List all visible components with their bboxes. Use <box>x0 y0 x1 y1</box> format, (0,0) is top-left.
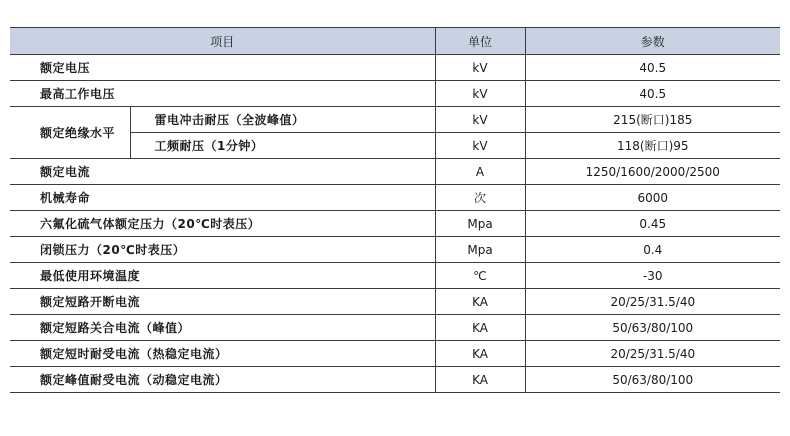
row-unit: kV <box>435 133 525 159</box>
row-item: 额定电流 <box>10 159 435 185</box>
row-item: 额定短路开断电流 <box>10 289 435 315</box>
table-row <box>10 315 780 341</box>
row-value: 40.5 <box>525 81 780 107</box>
row-unit: Mpa <box>435 237 525 263</box>
row-unit: KA <box>435 367 525 393</box>
row-unit: KA <box>435 289 525 315</box>
table-row <box>10 237 780 263</box>
table-row <box>10 263 780 289</box>
row-value: -30 <box>525 263 780 289</box>
table-row <box>10 289 780 315</box>
row-value: 50/63/80/100 <box>525 315 780 341</box>
row-unit: Mpa <box>435 211 525 237</box>
row-item: 最低使用环境温度 <box>10 263 435 289</box>
table-row <box>10 107 780 133</box>
table-header-row <box>10 28 780 55</box>
row-item: 额定峰值耐受电流（动稳定电流） <box>10 367 435 393</box>
row-unit: kV <box>435 107 525 133</box>
row-value: 20/25/31.5/40 <box>525 341 780 367</box>
row-unit: KA <box>435 315 525 341</box>
row-value: 20/25/31.5/40 <box>525 289 780 315</box>
row-item: 机械寿命 <box>10 185 435 211</box>
row-value: 0.4 <box>525 237 780 263</box>
table-row <box>10 367 780 393</box>
row-item: 额定短时耐受电流（热稳定电流） <box>10 341 435 367</box>
row-unit: kV <box>435 81 525 107</box>
table-row <box>10 185 780 211</box>
row-unit: KA <box>435 341 525 367</box>
row-value: 6000 <box>525 185 780 211</box>
row-unit: 次 <box>435 185 525 211</box>
row-value: 215(断口)185 <box>525 107 780 133</box>
row-subitem: 雷电冲击耐压（全波峰值） <box>130 107 435 133</box>
row-value: 0.45 <box>525 211 780 237</box>
row-unit: ℃ <box>435 263 525 289</box>
header-unit: 单位 <box>435 28 525 55</box>
header-param: 参数 <box>525 28 780 55</box>
row-unit: A <box>435 159 525 185</box>
table-row <box>10 341 780 367</box>
row-value: 40.5 <box>525 55 780 81</box>
row-subitem: 工频耐压（1分钟） <box>130 133 435 159</box>
spec-table <box>10 27 780 393</box>
row-item: 六氟化硫气体额定压力（20℃时表压） <box>10 211 435 237</box>
row-item: 最高工作电压 <box>10 81 435 107</box>
row-value: 50/63/80/100 <box>525 367 780 393</box>
table-row <box>10 55 780 81</box>
table-row <box>10 159 780 185</box>
row-value: 118(断口)95 <box>525 133 780 159</box>
table-row <box>10 211 780 237</box>
row-item: 额定短路关合电流（峰值） <box>10 315 435 341</box>
row-group-label: 额定绝缘水平 <box>10 107 130 159</box>
table-row <box>10 81 780 107</box>
row-item: 闭锁压力（20℃时表压） <box>10 237 435 263</box>
row-unit: kV <box>435 55 525 81</box>
row-value: 1250/1600/2000/2500 <box>525 159 780 185</box>
header-item: 项目 <box>10 28 435 55</box>
row-item: 额定电压 <box>10 55 435 81</box>
